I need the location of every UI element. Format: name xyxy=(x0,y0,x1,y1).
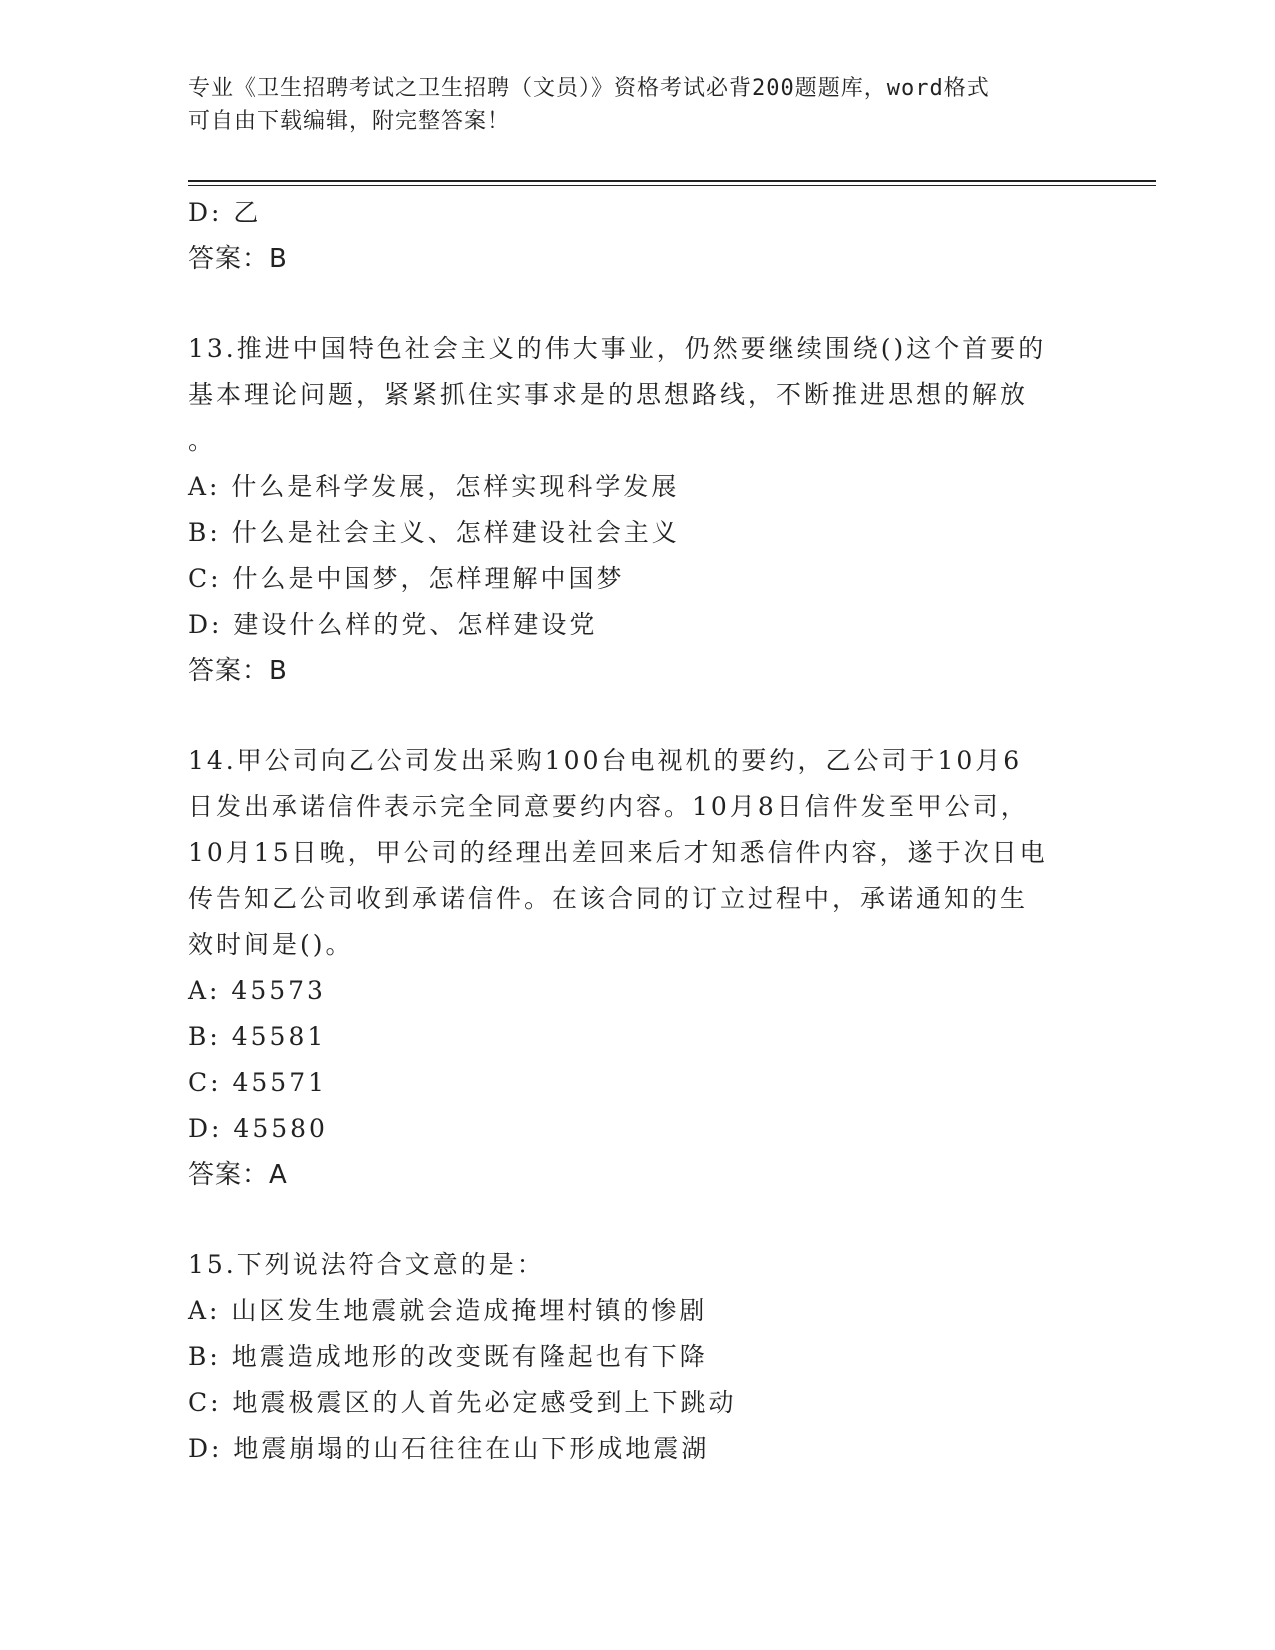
spacer xyxy=(188,694,1088,738)
page-header xyxy=(188,72,1078,138)
answer-line: 答案：B xyxy=(188,656,288,686)
answer-line: 答案：B xyxy=(188,244,288,274)
option-d: D: 乙 xyxy=(188,198,262,227)
spacer xyxy=(188,1198,1088,1242)
previous-question-tail xyxy=(188,190,1088,282)
header-title-line-1: 专业《卫生招聘考试之卫生招聘（文员）》资格考试必背200题题库，word格式 xyxy=(188,76,990,101)
option-d: D: 地震崩塌的山石往往在山下形成地震湖 xyxy=(188,1434,710,1463)
question-stem-line: 13.推进中国特色社会主义的伟大事业，仍然要继续围绕()这个首要的 xyxy=(188,334,1047,363)
question-stem-line: 15.下列说法符合文意的是： xyxy=(188,1250,545,1279)
option-d: D: 建设什么样的党、怎样建设党 xyxy=(188,610,598,639)
option-c: C: 45571 xyxy=(188,1068,328,1097)
spacer xyxy=(188,282,1088,326)
question-stem-line: 日发出承诺信件表示完全同意要约内容。10月8日信件发至甲公司， xyxy=(188,792,1029,821)
option-d: D: 45580 xyxy=(188,1114,328,1143)
option-b: B: 什么是社会主义、怎样建设社会主义 xyxy=(188,518,680,547)
option-a: A: 45573 xyxy=(188,976,326,1005)
question-stem-line: 10月15日晚，甲公司的经理出差回来后才知悉信件内容，遂于次日电 xyxy=(188,838,1048,867)
header-title-line-2: 可自由下载编辑，附完整答案！ xyxy=(188,109,511,134)
answer-line: 答案：A xyxy=(188,1160,288,1190)
header-rule-thick xyxy=(188,180,1156,182)
question-13 xyxy=(188,326,1088,694)
question-stem-line: 14.甲公司向乙公司发出采购100台电视机的要约，乙公司于10月6 xyxy=(188,746,1023,775)
question-content xyxy=(188,190,1088,1472)
header-rule-thin xyxy=(188,185,1156,186)
option-a: A: 什么是科学发展，怎样实现科学发展 xyxy=(188,472,680,501)
question-14 xyxy=(188,738,1088,1198)
option-a: A: 山区发生地震就会造成掩埋村镇的惨剧 xyxy=(188,1296,708,1325)
option-b: B: 45581 xyxy=(188,1022,327,1051)
question-stem-line: 效时间是()。 xyxy=(188,930,354,959)
option-c: C: 地震极震区的人首先必定感受到上下跳动 xyxy=(188,1388,737,1417)
option-b: B: 地震造成地形的改变既有隆起也有下降 xyxy=(188,1342,708,1371)
question-15 xyxy=(188,1242,1088,1472)
option-c: C: 什么是中国梦，怎样理解中国梦 xyxy=(188,564,625,593)
question-stem-line: 基本理论问题，紧紧抓住实事求是的思想路线，不断推进思想的解放 xyxy=(188,380,1029,409)
question-stem-line: 传告知乙公司收到承诺信件。在该合同的订立过程中，承诺通知的生 xyxy=(188,884,1029,913)
question-stem-line: 。 xyxy=(188,426,217,455)
